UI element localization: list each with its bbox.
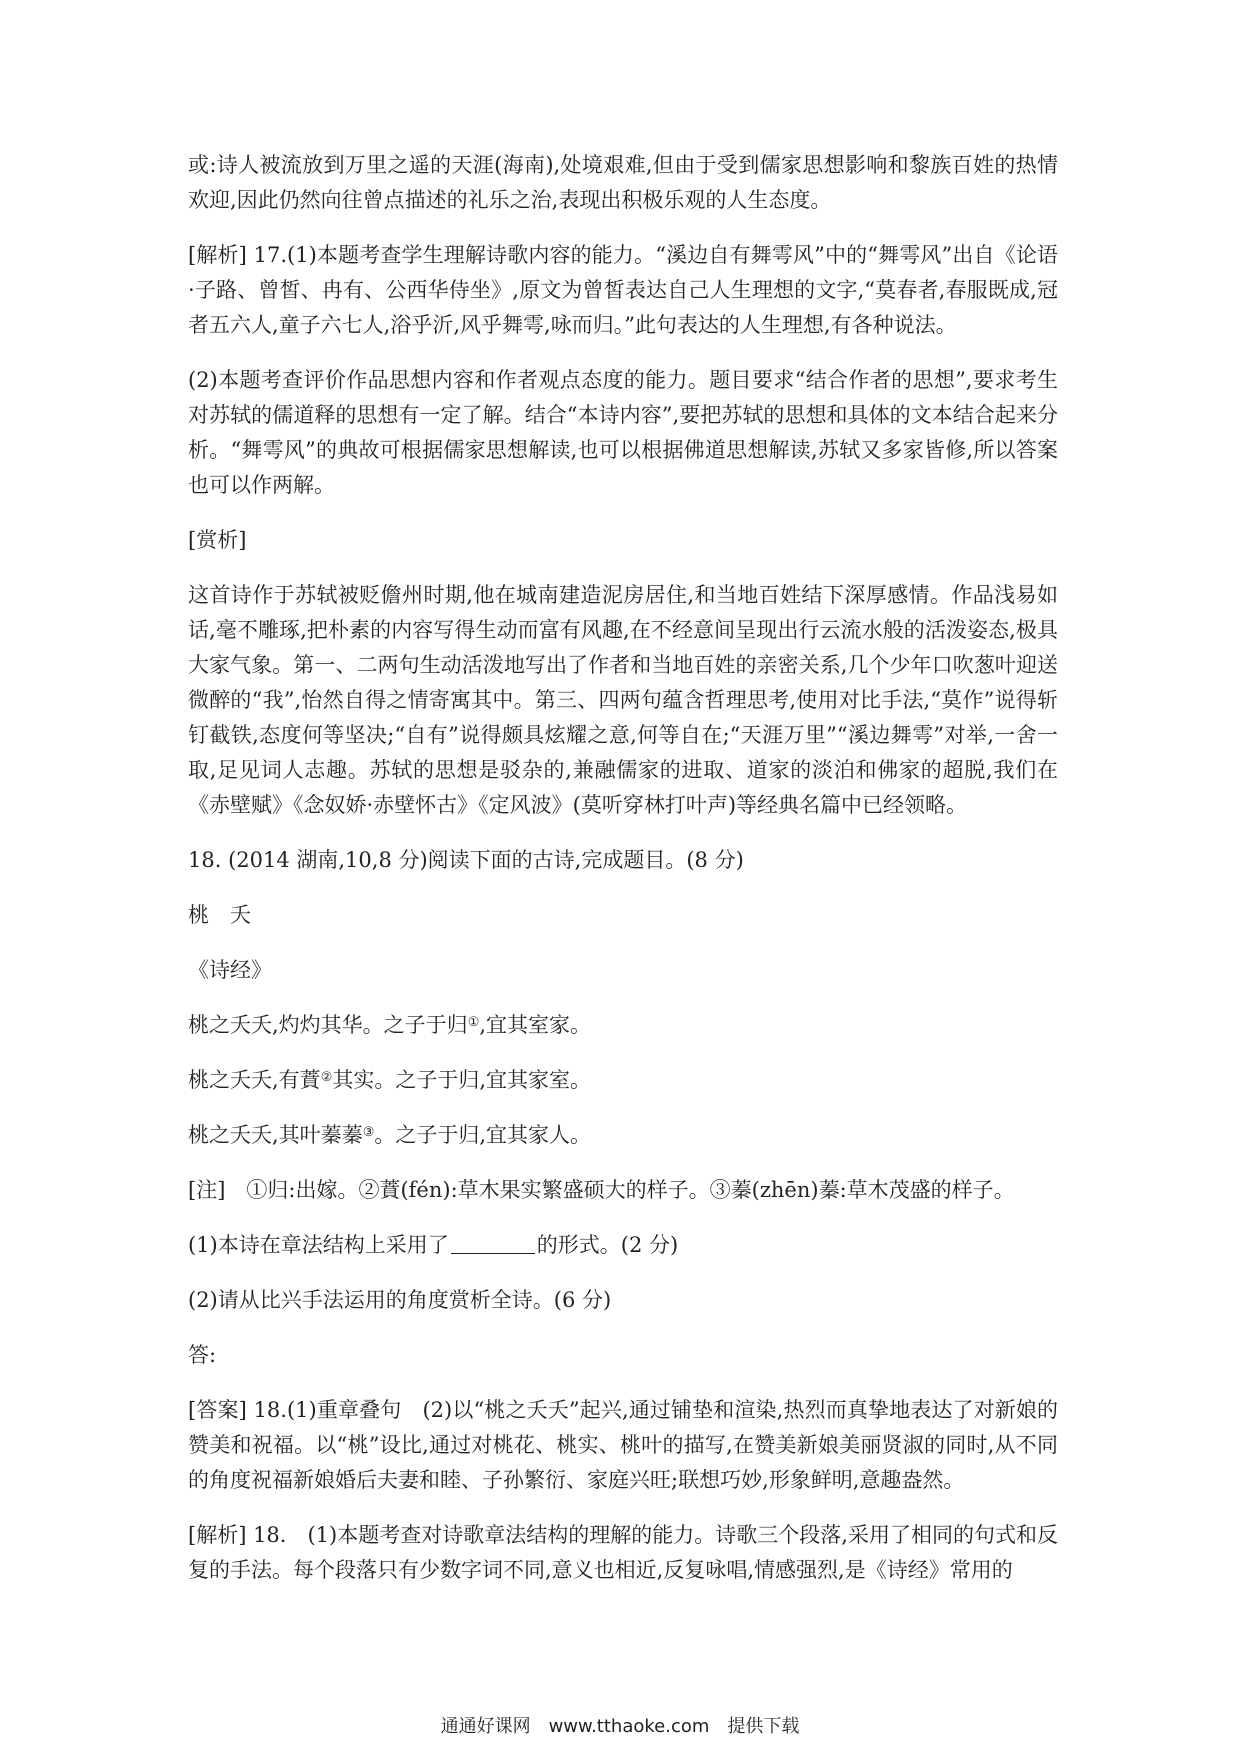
poem-notes: [注] ①归:出嫁。②蕡(fén):草木果实繁盛硕大的样子。③蓁(zhēn)蓁:草木茂盛的样子。 [188, 1178, 1015, 1202]
paragraph-appreciation: 这首诗作于苏轼被贬儋州时期,他在城南建造泥房居住,和当地百姓结下深厚感情。作品浅易如话,毫不雕琢,把朴素的内容写得生动而富有风趣,在不经意间呈现出行云流水般的活泼姿态,极具大家气象。第一、二两句生动活泼地写出了作者和当地百姓的亲密关系,几个少年口吹葱叶迎送微醉的“我”,怡然自得之情寄寓其中。第三、四两句蕴含哲理思考,使用对比手法,“莫作”说得斩钉截铁,态度何等坚决;“自有”说得颇具炫耀之意,何等自在;“天涯万里”“溪边舞雩”对举,一舍一取,足见词人志趣。苏轼的思想是驳杂的,兼融儒家的进取、道家的淡泊和佛家的超脱,我们在《赤壁赋》《念奴娇·赤壁怀古》《定风波》(莫听穿林打叶声)等经典名篇中已经领略。 [188, 583, 1058, 817]
question-18-header: 18. (2014 湖南,10,8 分)阅读下面的古诗,完成题目。(8 分) [188, 848, 744, 872]
page-footer: 通通好课网 www.tthaoke.com 提供下载 [440, 1716, 800, 1737]
answer-label: 答: [188, 1343, 217, 1367]
page-content [188, 148, 1058, 1608]
poem-title: 桃 夭 [188, 903, 251, 927]
stanza-text: 桃之夭夭,灼灼其华。之子于归 [188, 1013, 468, 1037]
poem-stanza-1 [188, 1008, 1058, 1043]
poem-stanza-2 [188, 1063, 1058, 1098]
poem-source: 《诗经》 [188, 958, 272, 982]
stanza-text: 其实。之子于归,宜其家室。 [332, 1068, 592, 1092]
answer-18: [答案] 18.(1)重章叠句 (2)以“桃之夭夭”起兴,通过铺垫和渲染,热烈而真挚地表达了对新娘的赞美和祝福。以“桃”设比,通过对桃花、桃实、桃叶的描写,在赞美新娘美丽贤淑的同时,从不同的角度祝福新娘婚后夫妻和睦、子孙繁衍、家庭兴旺;联想巧妙,形象鲜明,意趣盎然。 [188, 1398, 1058, 1492]
stanza-text: ,宜其室家。 [479, 1013, 592, 1037]
stanza-text: 桃之夭夭,其叶蓁蓁 [188, 1123, 363, 1147]
question-text: 的形式。(2 分) [536, 1233, 679, 1257]
poem-stanza-3 [188, 1118, 1058, 1153]
paragraph-analysis-17-2: (2)本题考查评价作品思想内容和作者观点态度的能力。题目要求“结合作者的思想”,要求考生对苏轼的儒道释的思想有一定了解。结合“本诗内容”,要把苏轼的思想和具体的文本结合起来分析。“舞雩风”的典故可根据儒家思想解读,也可以根据佛道思想解读,苏轼又多家皆修,所以答案也可以作两解。 [188, 368, 1058, 497]
stanza-text: 桃之夭夭,有蕡 [188, 1068, 321, 1092]
fill-blank [451, 1231, 535, 1254]
paragraph-analysis-17-1: [解析] 17.(1)本题考查学生理解诗歌内容的能力。“溪边自有舞雩风”中的“舞雩风”出自《论语·子路、曾皙、冉有、公西华侍坐》,原文为曾皙表达自己人生理想的文字,“莫春者,春服既成,冠者五六人,童子六七人,浴乎沂,风乎舞雩,咏而归。”此句表达的人生理想,有各种说法。 [188, 243, 1058, 337]
paragraph-alt-answer: 或:诗人被流放到万里之遥的天涯(海南),处境艰难,但由于受到儒家思想影响和黎族百姓的热情欢迎,因此仍然向往曾点描述的礼乐之治,表现出积极乐观的人生态度。 [188, 153, 1058, 212]
question-18-2: (2)请从比兴手法运用的角度赏析全诗。(6 分) [188, 1288, 612, 1312]
heading-appreciation: [赏析] [188, 528, 247, 552]
footnote-marker: ② [320, 1070, 333, 1085]
analysis-18: [解析] 18. (1)本题考查对诗歌章法结构的理解的能力。诗歌三个段落,采用了相同的句式和反复的手法。每个段落只有少数字词不同,意义也相近,反复咏唱,情感强烈,是《诗经》常用的 [188, 1523, 1058, 1582]
question-18-1 [188, 1228, 1058, 1263]
footnote-marker: ③ [362, 1125, 375, 1140]
stanza-text: 。之子于归,宜其家人。 [374, 1123, 592, 1147]
question-text: (1)本诗在章法结构上采用了 [188, 1233, 449, 1257]
footnote-marker: ① [467, 1015, 480, 1030]
